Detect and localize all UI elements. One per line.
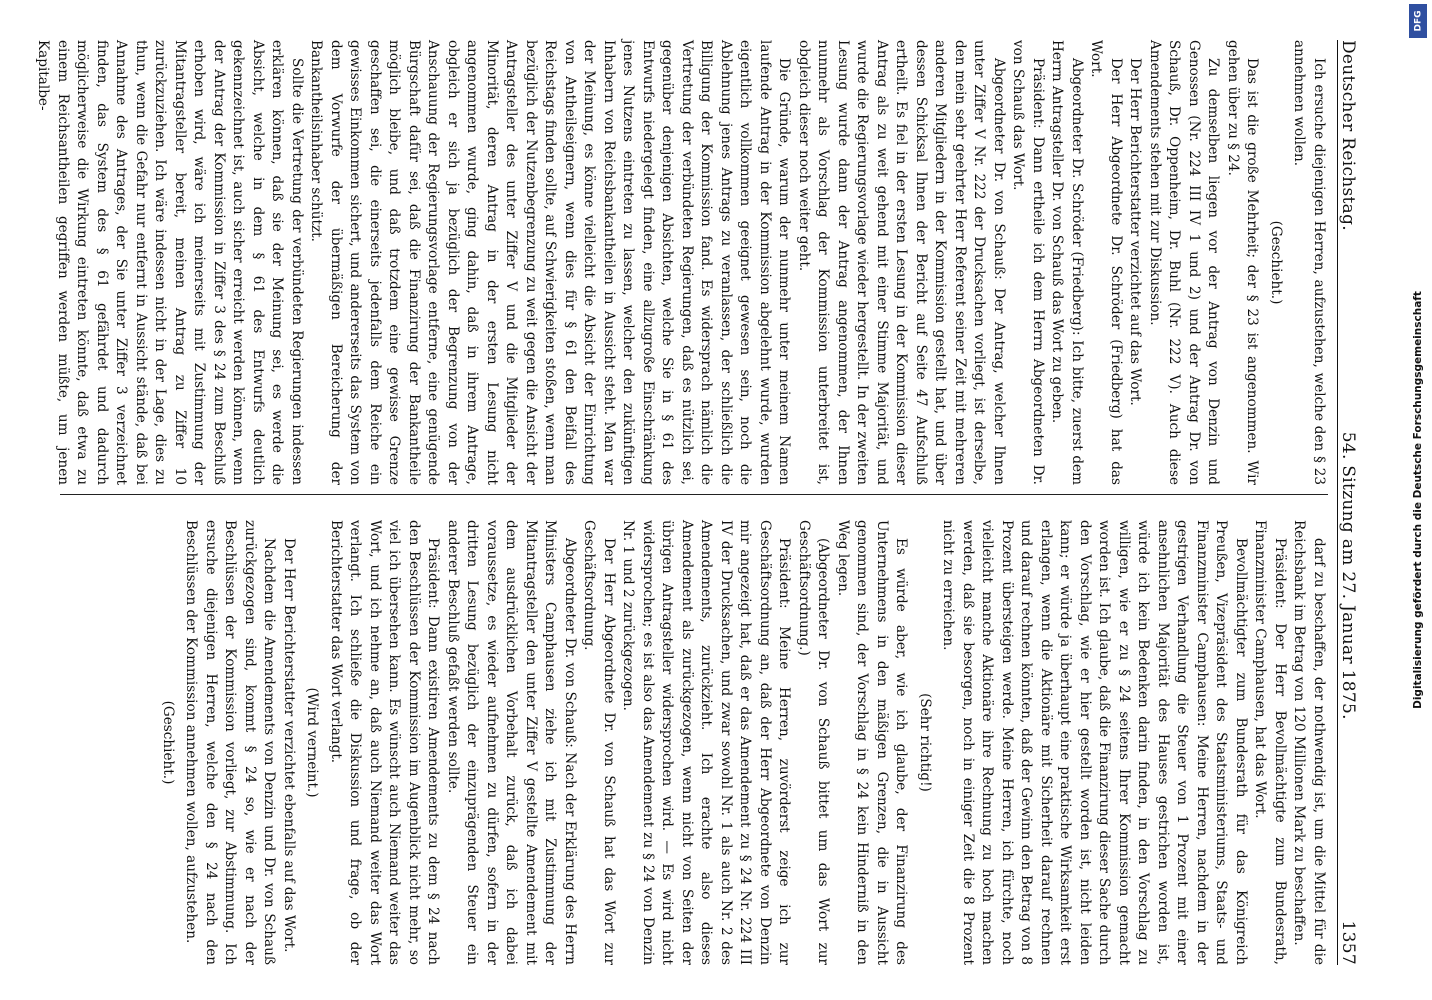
digitization-sidebar — [1404, 0, 1432, 1000]
paragraph: Abgeordneter Dr. von Schauß: Nach der Erklärung des Herrn Ministers Camphausen ziehe ich mit Zustimmung der Mitantragsteller den unter Ziffer V gestellte Amendement mit dem ausdrücklichen Vorbehalt zurück, daß ich dabei voraussetze, es wieder aufnehmen zu dürfen, sofern in der dritten Lesung bezüglich der einzuprägenden Steuer ein anderer Beschluß gefaßt werden sollte. — [445, 520, 578, 965]
paragraph: Der Herr Berichterstatter verzichtet auf das Wort. — [1127, 58, 1144, 406]
paragraph: Präsident: Meine Herren, zuvörderst zeige ich zur Geschäftsordnung an, daß der Herr Abgeordnete von Denzin mir angezeigt hat, daß er das Amendement zu § 24 Nr. 224 III IV der Drucksachen, und zwar sowohl Nr. 1 als auch Nr. 2 des Amendements, zurückzieht. Ich erachte also dieses Amendement als zurückgezogen, wenn nicht von Seiten der übrigen Antragsteller widersprochen wird. — Es wird nicht widersprochen; es ist also das Amendement zu § 24 von Denzin Nr. 1 und 2 zurückgezogen. — [620, 520, 793, 965]
paragraph: darf zu beschaffen, der nothwendig ist, um die Mittel für die Reichsbank im Betrag von 120 Millionen Mark zu beschaffen. — [1291, 520, 1327, 965]
paragraph: Der Herr Abgeordnete Dr. von Schauß hat das Wort zur Geschäftsordnung. — [581, 520, 617, 965]
paragraph: Der Herr Berichterstatter verzichtet ebenfalls auf das Wort. — [281, 538, 297, 953]
header-session-title: 54. Sitzung am 27. Januar 1875. — [1338, 431, 1358, 720]
paragraph: Abgeordneter Dr. von Schauß: Der Antrag, welcher Ihnen unter Ziffer V Nr. 222 der Drucksachen vorliegt, ist derselbe, den mein sehr geehrter Herr Referent seiner Zeit mit mehreren anderen Mitgliedern in der Kommission gestellt hat, und über dessen Schicksal Ihnen der Bericht auf Seite 47 Aufschluß ertheilt. Es fiel in der ersten Lesung in der Kommission dieser Antrag als zu weit gehend mit einer Stimme Majorität, und wurde die Regierungsvorlage wieder hergestellt. In der zweiten Lesung wurde dann der Antrag angenommen, der Ihnen nunmehr als Vorschlag der Kommission unterbreitet ist, obgleich dieser noch weiter geht. — [796, 40, 1007, 485]
text-column-right — [60, 520, 1328, 965]
paragraph: Das ist die große Mehrheit; der § 23 ist angenommen. Wir gehen über zu § 24. — [1225, 40, 1261, 485]
paragraph: Präsident: Der Herr Bevollmächtigte zum Bundesrath, Finanzminister Camphausen, hat das Wort. — [1252, 520, 1288, 965]
stage-direction: (Wird verneint.) — [304, 687, 321, 798]
stage-direction: (Sehr richtig!) — [917, 693, 933, 792]
text-column-left — [35, 40, 1328, 485]
paragraph: Präsident: Dann ertheile ich dem Herrn Abgeordneten Dr. von Schauß das Wort. — [1010, 40, 1046, 485]
paragraph: Es würde aber, wie ich glaube, der Finanzirung des Unternehmens in den mäßigen Grenzen, die in Aussicht genommen sind, der Vorschlag in § 24 kein Hinderniß in den Weg legen. — [835, 520, 910, 965]
paragraph: (Abgeordneter Dr. von Schauß bittet um das Wort zur Geschäftsordnung.) — [796, 520, 832, 965]
dfg-logo: DFG — [1409, 4, 1427, 38]
header-page-number: 1357 — [1338, 920, 1358, 965]
stage-direction: (Geschieht.) — [160, 700, 176, 785]
paragraph: Zu demselben liegen vor der Antrag von Denzin und Genossen (Nr. 224 III IV 1 und 2) und der Antrag Dr. von Schauß, Dr. Oppenheim, Dr. Buhl (Nr. 222 V). Auch diese Amendements stehen mit zur Diskussion. — [1147, 40, 1222, 485]
column-divider — [60, 494, 1328, 495]
paragraph: Der Herr Abgeordnete Dr. Schröder (Friedberg) hat das Wort. — [1088, 40, 1124, 485]
header-journal-title: Deutscher Reichstag. — [1338, 40, 1358, 231]
digitization-credit: Digitalisierung gefördert durch die Deutsche Forschungsgemeinschaft — [1412, 291, 1424, 709]
paragraph: Sollte die Vertretung der verbündeten Regierungen indessen erklären können, daß sie der Meinung sei, es werde die Absicht, welche in dem § 61 des Entwurfs deutlich gekennzeichnet ist, auch sicher erreicht werden können, wenn der Antrag der Kommission in Ziffer 3 des § 24 zum Beschluß erhoben wird, wäre ich meinerseits mit Zustimmung der Mitantragsteller bereit, meinen Antrag zu Ziffer 10 zurückzuziehen. Ich wäre indessen nicht in der Lage, dies zu thun, wenn die Gefahr nur entfernt in Aussicht stände, daß bei Annahme des Antrages, der Sie unter Ziffer 3 verzeichnet finden, das System des § 61 gefährdet und dadurch möglicherweise die Wirkung eintreten könnte, daß etwa zu einem Reichsantheilen gegriffen werden müßte, um jenen Kapitalbe- — [35, 40, 305, 485]
paragraph: Ich ersuche diejenigen Herren, aufzustehen, welche den § 23 annehmen wollen. — [1291, 40, 1327, 485]
paragraph: Präsident: Dann existiren Amendements zu dem § 24 nach den Beschlüssen der Kommission im Augenblick nicht mehr, so viel ich übersehen kann. Es wünscht auch Niemand weiter das Wort, und ich nehme an, daß auch Niemand weiter das Wort verlangt. Ich schließe die Diskussion und frage, ob der Berichterstatter das Wort verlangt. — [328, 520, 442, 965]
paragraph: Die Gründe, warum der nunmehr unter meinem Namen laufende Antrag in der Kommission abgelehnt wurde, wurden eigentlich vollkommen geeignet gewesen sein, noch die Ablehnung jenes Antrags zu veranlassen, der schließlich die Billigung der Kommission fand. Es widersprach nämlich die Vertretung der verbündeten Regierungen, daß es nützlich sei, gegenüber denjenigen Absichten, welche Sie in § 61 des Entwurfs niedergelegt finden, eine allzugroße Einschränkung jenes Nutzens eintreten zu lassen, welcher den zukünftigen Inhabern von Reichsbankantheilen in Aussicht steht. Man war der Meinung, es könne vielleicht die Absicht der Einrichtung von Antheilseignern, wenn dies für § 61 den Beifall des Reichstags finden sollte, auf Schwierigkeiten stoßen, wenn man bezüglich der Nutzenbegrenzung zu weit gegen die Ansicht der Antragsteller des unter Ziffer V und die Mitglieder der Minorität, deren Antrag in der ersten Lesung nicht angenommen wurde, ging dahin, daß in ihrem Antrage, obgleich er sich ja bezüglich der Begrenzung von der Anschauung der Regierungsvorlage entferne, eine genügende Bürgschaft dafür sei, daß die Finanzirung der Bankantheile möglich bleibe, und daß trotzdem eine gewisse Grenze geschaffen sei, die einerseits jedenfalls dem Reiche ein gewisses Einkommen sichert, und andererseits das System von dem Vorwurfe der übermäßigen Bereicherung der Bankantheilsinhaber schützt. — [308, 40, 793, 485]
page-header — [1337, 40, 1368, 965]
paragraph: Nachdem die Amendements von Denzin und Dr. von Schauß zurückgezogen sind, kommt § 24 so, wie er nach der Beschlüssen der Kommission vorliegt, zur Abstimmung. Ich ersuche diejenigen Herren, welche den § 24 nach den Beschlüssen der Kommission annehmen wollen, aufzustehen. — [183, 520, 278, 965]
paragraph: Abgeordneter Dr. Schröder (Friedberg): Ich bitte, zuerst dem Herrn Antragsteller Dr. von Schauß das Wort zu geben. — [1049, 40, 1085, 485]
paragraph: Bevollmächtigter zum Bundesrath für das Königreich Preußen, Vizepräsident des Staatsministeriums, Staats- und Finanzminister Camphausen: Meine Herren, nachdem in der gestrigen Verhandlung die Steuer von 1 Prozent mit einer ansehnlichen Majorität des Hauses gestrichen worden ist, würde ich kein Bedenken darin finden, in den Vorschlag zu willigen, wie er zu § 24 seitens Ihrer Kommission gemacht worden ist. Ich glaube, daß die Finanzirung dieser Sache durch den Vorschlag, wie er hier gestellt worden ist, nicht leiden kann; er würde ja überhaupt eine praktische Wirksamkeit erst erlangen, wenn die Aktionäre mit Sicherheit darauf rechnen und darauf rechnen könnten, daß der Gewinn den Betrag von 8 Prozent übersteigen werde. Meine Herren, ich fürchte, noch vielleicht manche Aktionäre ihre Rechnung zu hoch machen werden, daß sie besorgen, noch in einiger Zeit die 8 Prozent nicht zu erreichen. — [940, 520, 1249, 965]
stage-direction: (Geschieht.) — [1268, 220, 1284, 305]
